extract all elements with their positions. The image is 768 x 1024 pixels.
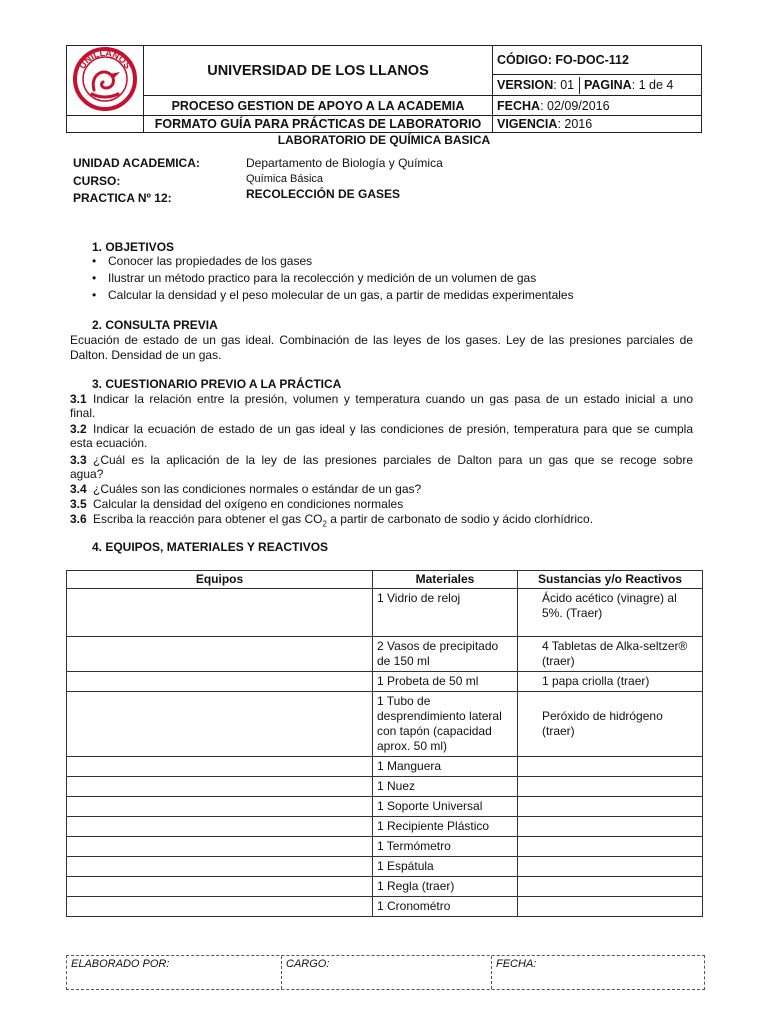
signature-footer: [66, 955, 705, 990]
logo-cell-bottom: [67, 116, 144, 133]
cell-equipos: [67, 777, 373, 797]
validity-value: : 2016: [557, 117, 593, 131]
question-number: 3.3: [70, 453, 87, 467]
cell-sustancias: [518, 897, 703, 917]
cell-sustancias: [518, 877, 703, 897]
university-name: UNIVERSIDAD DE LOS LLANOS: [144, 46, 493, 96]
unit-label: UNIDAD ACADEMICA:: [73, 156, 200, 170]
page-label: PAGINA: [584, 78, 632, 93]
university-logo: [67, 46, 144, 116]
question-number: 3.4: [70, 482, 87, 496]
practice-label: PRACTICA Nº 12:: [73, 191, 172, 205]
question-2-cont: esta ecuación.: [70, 436, 148, 450]
cell-sustancias: [518, 857, 703, 877]
cell-sustancias: Peróxido de hidrógeno (traer): [518, 692, 703, 757]
cell-sustancias: 1 papa criolla (traer): [518, 672, 703, 692]
validity-cell: [493, 116, 702, 133]
prior-line-2: Dalton. Densidad de un gas.: [70, 348, 222, 362]
table-row: [67, 837, 703, 857]
objective-item: • Calcular la densidad y el peso molecular de un gas, a partir de medidas experimentales: [92, 287, 574, 304]
table-row: [67, 817, 703, 837]
cell-sustancias: [518, 757, 703, 777]
cell-equipos: [67, 637, 373, 672]
objectives-title: 1. OBJETIVOS: [92, 240, 175, 254]
table-row: [67, 897, 703, 917]
footer-cargo: CARGO:: [282, 956, 492, 989]
cell-materiales: 1 Recipiente Plástico: [373, 817, 518, 837]
cell-materiales: 1 Regla (traer): [373, 877, 518, 897]
svg-text:UNILLANOS: [77, 48, 133, 71]
document-code: CÓDIGO: FO-DOC-112: [493, 46, 702, 75]
table-row: [67, 797, 703, 817]
cell-materiales: 1 Nuez: [373, 777, 518, 797]
equipment-title: 4. EQUIPOS, MATERIALES Y REACTIVOS: [92, 540, 329, 554]
col-equipos: Equipos: [67, 571, 373, 589]
practice-value: RECOLECCIÓN DE GASES: [246, 187, 401, 201]
table-row: [67, 757, 703, 777]
cell-equipos: [67, 589, 373, 637]
cell-materiales: 2 Vasos de precipitado de 150 ml: [373, 637, 518, 672]
process-name: PROCESO GESTION DE APOYO A LA ACADEMIA: [144, 96, 493, 116]
cell-materiales: 1 Espátula: [373, 857, 518, 877]
cell-sustancias: [518, 837, 703, 857]
validity-label: VIGENCIA: [497, 117, 558, 131]
question-number: 3.6: [70, 512, 87, 526]
date-value: : 02/09/2016: [540, 98, 610, 113]
table-row: [67, 692, 703, 757]
lab-title: LABORATORIO DE QUÍMICA BASICA: [277, 133, 491, 147]
prior-line-1: Ecuación de estado de un gas ideal. Combinación de las leyes de los gases. Ley de las presiones parciales de: [70, 333, 693, 347]
date-cell: [493, 96, 702, 116]
question-6-pre: Escriba la reacción para obtener el gas CO: [93, 512, 323, 526]
table-row: [67, 877, 703, 897]
cell-sustancias: [518, 777, 703, 797]
version-label: VERSION: [497, 77, 554, 92]
table-row: [67, 637, 703, 672]
cell-materiales: 1 Vidrio de reloj: [373, 589, 518, 637]
cell-materiales: 1 Cronométro: [373, 897, 518, 917]
unillanos-logo-icon: [72, 46, 138, 112]
cell-equipos: [67, 877, 373, 897]
course-value: Química Básica: [246, 173, 324, 185]
format-name: FORMATO GUÍA PARA PRÁCTICAS DE LABORATORIO: [144, 116, 493, 133]
question-number: 3.1: [70, 392, 87, 406]
logo-text: UNILLANOS: [77, 47, 133, 71]
question-5-text: Calcular la densidad del oxígeno en condiciones normales: [93, 497, 404, 511]
cell-sustancias: 4 Tabletas de Alka-seltzer® (traer): [518, 637, 703, 672]
version-value: : 01: [553, 77, 575, 92]
question-number: 3.2: [70, 422, 87, 436]
question-6-post: a partir de carbonato de sodio y ácido clorhídrico.: [326, 512, 594, 526]
cell-equipos: [67, 837, 373, 857]
table-row: [67, 672, 703, 692]
cell-sustancias: [518, 797, 703, 817]
cell-sustancias: [518, 817, 703, 837]
question-6-text: [93, 512, 593, 531]
objective-item: • Ilustrar un método practico para la recolección y medición de un volumen de gas: [92, 270, 574, 287]
cell-materiales: 1 Manguera: [373, 757, 518, 777]
cell-equipos: [67, 817, 373, 837]
cell-materiales: 1 Tubo de desprendimiento lateral con tapón (capacidad aprox. 50 ml): [373, 692, 518, 757]
objective-item: • Conocer las propiedades de los gases: [92, 253, 574, 270]
cell-equipos: [67, 797, 373, 817]
cell-materiales: 1 Termómetro: [373, 837, 518, 857]
page-value: : 1 de 4: [631, 78, 674, 93]
objectives-list: [92, 253, 574, 304]
cell-equipos: [67, 692, 373, 757]
question-3-text: ¿Cuál es la aplicación de la ley de las presiones parciales de Dalton para un gas que se recoge sobre: [93, 453, 693, 467]
cell-sustancias: Ácido acético (vinagre) al 5%. (Traer): [518, 589, 703, 637]
col-materiales: Materiales: [373, 571, 518, 589]
question-2-text: Indicar la ecuación de estado de un gas ideal y las condiciones de presión, temperatura para que se cumpla: [93, 422, 693, 436]
footer-fecha: FECHA:: [496, 958, 537, 970]
table-row: [67, 857, 703, 877]
table-row: [67, 777, 703, 797]
cell-equipos: [67, 897, 373, 917]
cell-equipos: [67, 857, 373, 877]
question-1-cont: final.: [70, 406, 96, 420]
date-label: FECHA: [497, 98, 541, 113]
col-sustancias: Sustancias y/o Reactivos: [518, 571, 703, 589]
materials-table: [66, 570, 703, 917]
cell-materiales: 1 Soporte Universal: [373, 797, 518, 817]
unit-value: Departamento de Biología y Química: [246, 156, 443, 170]
questions-title: 3. CUESTIONARIO PREVIO A LA PRÁCTICA: [92, 377, 342, 391]
course-label: CURSO:: [73, 174, 121, 188]
table-row: [67, 589, 703, 637]
question-6-sub: 2: [322, 519, 327, 529]
version-page-cell: [493, 75, 702, 96]
prior-title: 2. CONSULTA PREVIA: [92, 318, 218, 332]
cell-equipos: [67, 757, 373, 777]
question-4-text: ¿Cuáles son las condiciones normales o estándar de un gas?: [93, 482, 422, 496]
question-number: 3.5: [70, 497, 87, 511]
cell-materiales: 1 Probeta de 50 ml: [373, 672, 518, 692]
question-1-text: Indicar la relación entre la presión, volumen y temperatura cuando un gas pasa de un estado inicial a uno: [93, 392, 693, 406]
footer-elaborado: ELABORADO POR:: [67, 956, 282, 989]
document-header: [66, 45, 702, 133]
question-3-cont: agua?: [70, 467, 104, 481]
cell-equipos: [67, 672, 373, 692]
